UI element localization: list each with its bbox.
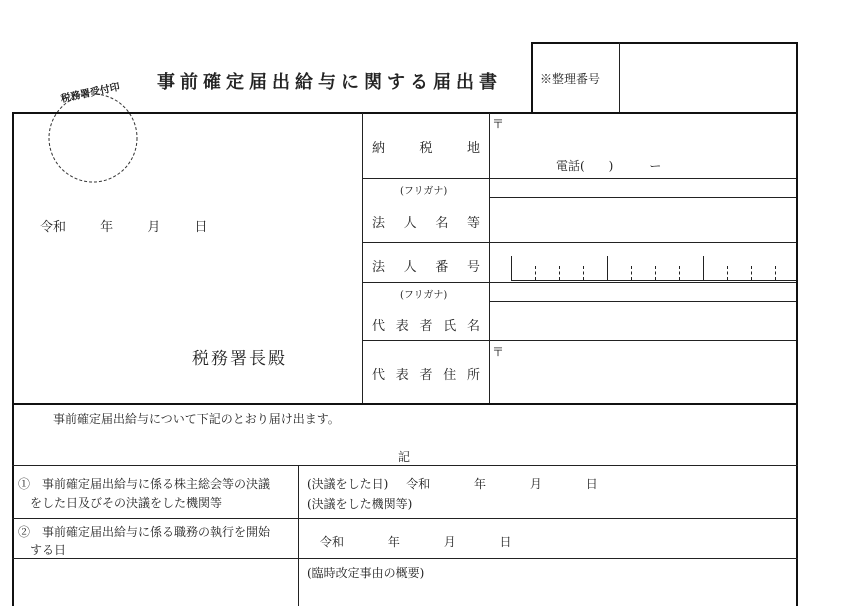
rep-address-postal-mark: 〒 bbox=[492, 345, 505, 359]
corp-number-tick bbox=[607, 256, 608, 280]
corp-name-input[interactable] bbox=[492, 200, 792, 240]
corp-name-label: 法 人 名 等 bbox=[372, 216, 480, 231]
date-line bbox=[40, 216, 207, 235]
ref-box-left bbox=[531, 42, 533, 114]
document-title: 事前確定届出給与に関する届出書 bbox=[157, 72, 502, 93]
corp-number-tick bbox=[511, 256, 512, 280]
ref-box-divider bbox=[619, 42, 620, 112]
rep-name-kana-label: (フリガナ) bbox=[400, 290, 448, 301]
corp-name-kana-label: (フリガナ) bbox=[400, 186, 448, 197]
item-1-day: 日 bbox=[585, 477, 598, 491]
receipt-stamp-area bbox=[45, 90, 141, 186]
section-divider bbox=[12, 403, 798, 405]
corp-number-tick bbox=[583, 266, 584, 280]
items-top-line bbox=[12, 465, 798, 466]
rep-name-kana-input[interactable] bbox=[492, 284, 792, 300]
row-line-4 bbox=[362, 340, 796, 341]
rep-address-label: 代 表 者 住 所 bbox=[372, 368, 480, 383]
tax-location-phone: 電話( ) ー bbox=[556, 159, 662, 173]
kana-divider-2 bbox=[489, 301, 796, 302]
corp-number-tick bbox=[703, 256, 704, 280]
corp-number-tick bbox=[535, 266, 536, 280]
corp-number-tick bbox=[631, 266, 632, 280]
row-line-1 bbox=[362, 178, 796, 179]
corp-number-label: 法 人 番 号 bbox=[372, 260, 480, 275]
corp-number-tick bbox=[727, 266, 728, 280]
value-column-left bbox=[489, 113, 490, 403]
corp-number-tick bbox=[559, 266, 560, 280]
item-2-date bbox=[320, 533, 512, 550]
item-3-content-label: (臨時改定事由の概要) bbox=[307, 566, 425, 580]
item-2-era: 令和 bbox=[320, 535, 345, 549]
date-year: 年 bbox=[100, 220, 114, 235]
corp-number-baseline bbox=[511, 280, 796, 281]
item-2-bottom-line bbox=[12, 558, 798, 559]
corp-number-input[interactable] bbox=[492, 246, 792, 280]
tax-location-postal-mark: 〒 bbox=[492, 117, 505, 131]
row-line-2 bbox=[362, 242, 796, 243]
rep-name-input[interactable] bbox=[492, 304, 792, 338]
item-1-date bbox=[307, 475, 598, 492]
item-2-label-line1: ② 事前確定届出給与に係る職務の執行を開始 bbox=[18, 525, 271, 539]
ref-number-value[interactable] bbox=[630, 70, 790, 88]
item-1-year: 年 bbox=[474, 477, 487, 491]
item-1-era: 令和 bbox=[406, 477, 431, 491]
rep-address-input[interactable] bbox=[505, 356, 790, 396]
item-2-label-line2: する日 bbox=[30, 543, 67, 557]
item-2-day: 日 bbox=[499, 535, 512, 549]
receipt-stamp-label: 税務署受付印 bbox=[59, 81, 121, 106]
ki-label: 記 bbox=[398, 450, 411, 464]
addressee: 税務署長殿 bbox=[192, 349, 287, 369]
item-1-label-line1: ① 事前確定届出給与に係る株主総会等の決議 bbox=[18, 477, 271, 491]
date-day: 日 bbox=[194, 220, 208, 235]
header-bottom-line bbox=[12, 112, 798, 114]
ref-box-right bbox=[796, 42, 798, 606]
tax-location-input[interactable] bbox=[505, 126, 785, 150]
kana-divider-1 bbox=[489, 197, 796, 198]
frame-left bbox=[12, 112, 14, 606]
label-column-left bbox=[362, 113, 363, 403]
receipt-stamp-circle bbox=[45, 90, 141, 186]
corp-number-tick bbox=[655, 266, 656, 280]
date-month: 月 bbox=[147, 220, 161, 235]
corp-number-tick bbox=[679, 266, 680, 280]
item-2-month: 月 bbox=[443, 535, 456, 549]
item-1-bottom-line bbox=[12, 518, 798, 519]
row-line-3 bbox=[362, 282, 796, 283]
corp-name-kana-input[interactable] bbox=[492, 180, 792, 196]
items-column-divider bbox=[298, 465, 299, 606]
item-1-org-label: (決議をした機関等) bbox=[307, 497, 413, 511]
tax-location-label: 納 税 地 bbox=[372, 141, 480, 156]
ref-box-top bbox=[531, 42, 798, 44]
item-1-month: 月 bbox=[529, 477, 542, 491]
corp-number-tick bbox=[751, 266, 752, 280]
item-1-date-prefix: (決議をした日) bbox=[307, 477, 389, 491]
rep-name-label: 代 表 者 氏 名 bbox=[372, 319, 480, 334]
ref-number-label: ※整理番号 bbox=[540, 72, 601, 86]
item-1-label-line2: をした日及びその決議をした機関等 bbox=[30, 496, 223, 510]
statement: 事前確定届出給与について下記のとおり届け出ます。 bbox=[53, 412, 340, 426]
item-2-year: 年 bbox=[387, 535, 400, 549]
corp-number-tick bbox=[775, 266, 776, 280]
date-era: 令和 bbox=[40, 220, 67, 235]
